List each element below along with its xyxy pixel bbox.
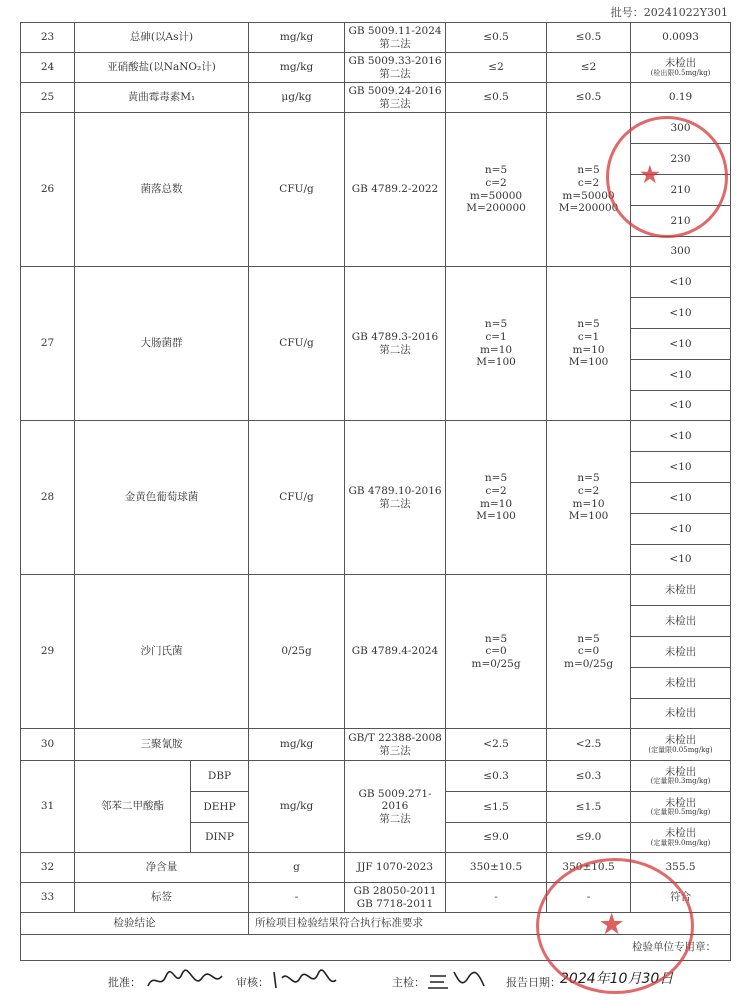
product-requirement: ≤1.5 xyxy=(547,792,631,823)
test-method: GB 5009.33-2016 第二法 xyxy=(345,53,446,83)
product-requirement: ≤0.3 xyxy=(547,761,631,792)
test-method: GB 4789.3-2016 第二法 xyxy=(345,267,446,421)
item-name: 净含量 xyxy=(75,853,249,883)
table-row xyxy=(21,729,731,761)
standard-requirement: ≤9.0 xyxy=(446,823,547,853)
reviewer-signature xyxy=(270,968,340,990)
result: 0.0093 xyxy=(631,23,731,53)
standard-requirement: ≤0.5 xyxy=(446,83,547,113)
item-name: 三聚氰胺 xyxy=(75,729,249,761)
result: 未检出 (检出限0.5mg/kg) xyxy=(631,53,731,83)
inspection-result-table xyxy=(20,22,731,961)
product-requirement: 350±10.5 xyxy=(547,853,631,883)
result: <10 xyxy=(631,452,731,483)
product-requirement: n=5 c=1 m=10 M=100 xyxy=(547,267,631,421)
item-name: 标签 xyxy=(75,883,249,913)
conclusion-label: 检验结论 xyxy=(21,913,249,935)
item-no: 23 xyxy=(21,23,75,53)
standard-requirement: ≤0.3 xyxy=(446,761,547,792)
approver-signature xyxy=(146,968,226,990)
result: 未检出 (定量限0.05mg/kg) xyxy=(631,729,731,761)
product-requirement: <2.5 xyxy=(547,729,631,761)
conclusion-row xyxy=(21,913,731,935)
item-no: 24 xyxy=(21,53,75,83)
item-no: 25 xyxy=(21,83,75,113)
seal-row xyxy=(21,935,731,961)
item-no: 30 xyxy=(21,729,75,761)
result: 未检出 (定量限0.5mg/kg) xyxy=(631,792,731,823)
result: 210 xyxy=(631,206,731,237)
result: 355.5 xyxy=(631,853,731,883)
table-row xyxy=(21,53,731,83)
result: <10 xyxy=(631,360,731,391)
table-row xyxy=(21,761,731,792)
unit: g xyxy=(249,853,345,883)
test-method: GB 4789.2-2022 xyxy=(345,113,446,267)
result: 未检出 xyxy=(631,575,731,606)
result: 未检出 (定量限0.3mg/kg) xyxy=(631,761,731,792)
result: 未检出 xyxy=(631,668,731,699)
main-inspector-signature xyxy=(428,968,488,990)
table-row xyxy=(21,575,731,606)
result: 300 xyxy=(631,113,731,144)
item-name: 大肠菌群 xyxy=(75,267,249,421)
signature-line xyxy=(20,966,730,996)
test-method: GB 4789.4-2024 xyxy=(345,575,446,729)
product-requirement: n=5 c=2 m=10 M=100 xyxy=(547,421,631,575)
unit: mg/kg xyxy=(249,729,345,761)
standard-requirement: n=5 c=2 m=50000 M=200000 xyxy=(446,113,547,267)
product-requirement: n=5 c=2 m=50000 M=200000 xyxy=(547,113,631,267)
report-date: 2024年10月30日 xyxy=(560,971,674,987)
table-row xyxy=(21,421,731,452)
result: <10 xyxy=(631,298,731,329)
unit: mg/kg xyxy=(249,761,345,853)
table-row xyxy=(21,853,731,883)
sub-item-name: DINP xyxy=(191,823,249,853)
report-date-label: 报告日期： xyxy=(506,976,561,989)
stamp-star-icon: ★ xyxy=(640,162,660,188)
result: <10 xyxy=(631,514,731,545)
result: 0.19 xyxy=(631,83,731,113)
main-inspector-label: 主检： xyxy=(392,976,425,989)
seal-label: 检验单位专用章： xyxy=(21,935,731,961)
standard-requirement: <2.5 xyxy=(446,729,547,761)
result: 未检出 xyxy=(631,606,731,637)
sub-item-name: DBP xyxy=(191,761,249,792)
result: <10 xyxy=(631,421,731,452)
item-no: 31 xyxy=(21,761,75,853)
table-row xyxy=(21,83,731,113)
test-method: GB 4789.10-2016 第二法 xyxy=(345,421,446,575)
stamp-star-icon: ★ xyxy=(600,910,624,940)
result: <10 xyxy=(631,329,731,360)
test-method: GB 5009.11-2024 第二法 xyxy=(345,23,446,53)
product-requirement: ≤9.0 xyxy=(547,823,631,853)
conclusion-text: 所检项目检验结果符合执行标准要求 xyxy=(249,913,731,935)
table-row xyxy=(21,113,731,144)
table-row xyxy=(21,23,731,53)
result: <10 xyxy=(631,545,731,575)
result: 未检出 (定量限9.0mg/kg) xyxy=(631,823,731,853)
result: 210 xyxy=(631,175,731,206)
standard-requirement: n=5 c=2 m=10 M=100 xyxy=(446,421,547,575)
standard-requirement: ≤2 xyxy=(446,53,547,83)
item-no: 32 xyxy=(21,853,75,883)
test-method: JJF 1070-2023 xyxy=(345,853,446,883)
unit: mg/kg xyxy=(249,53,345,83)
standard-requirement: ≤0.5 xyxy=(446,23,547,53)
review-label: 审核： xyxy=(236,976,269,989)
result: <10 xyxy=(631,391,731,421)
unit: CFU/g xyxy=(249,113,345,267)
item-name: 邻苯二甲酸酯 xyxy=(75,761,191,853)
item-name: 总砷(以As计) xyxy=(75,23,249,53)
result: <10 xyxy=(631,267,731,298)
product-requirement: ≤0.5 xyxy=(547,83,631,113)
unit: 0/25g xyxy=(249,575,345,729)
product-requirement: ≤2 xyxy=(547,53,631,83)
item-name: 黄曲霉毒素M₁ xyxy=(75,83,249,113)
item-no: 33 xyxy=(21,883,75,913)
item-name: 亚硝酸盐(以NaNO₂计) xyxy=(75,53,249,83)
standard-requirement: 350±10.5 xyxy=(446,853,547,883)
product-requirement: ≤0.5 xyxy=(547,23,631,53)
standard-requirement: ≤1.5 xyxy=(446,792,547,823)
item-name: 沙门氏菌 xyxy=(75,575,249,729)
item-no: 27 xyxy=(21,267,75,421)
test-method: GB/T 22388-2008 第三法 xyxy=(345,729,446,761)
item-no: 29 xyxy=(21,575,75,729)
unit: CFU/g xyxy=(249,267,345,421)
product-requirement: - xyxy=(547,883,631,913)
unit: - xyxy=(249,883,345,913)
item-name: 金黄色葡萄球菌 xyxy=(75,421,249,575)
batch-number: 批号：20241022Y301 xyxy=(610,6,728,19)
result: 230 xyxy=(631,144,731,175)
table-row xyxy=(21,267,731,298)
unit: μg/kg xyxy=(249,83,345,113)
sub-item-name: DEHP xyxy=(191,792,249,823)
result: <10 xyxy=(631,483,731,514)
standard-requirement: n=5 c=1 m=10 M=100 xyxy=(446,267,547,421)
unit: CFU/g xyxy=(249,421,345,575)
item-name: 菌落总数 xyxy=(75,113,249,267)
standard-requirement: n=5 c=0 m=0/25g xyxy=(446,575,547,729)
approve-label: 批准： xyxy=(108,976,141,989)
result: 符合 xyxy=(631,883,731,913)
product-requirement: n=5 c=0 m=0/25g xyxy=(547,575,631,729)
result: 300 xyxy=(631,237,731,267)
standard-requirement: - xyxy=(446,883,547,913)
test-method: GB 5009.24-2016 第三法 xyxy=(345,83,446,113)
item-no: 26 xyxy=(21,113,75,267)
test-method: GB 5009.271-2016 第二法 xyxy=(345,761,446,853)
result: 未检出 xyxy=(631,637,731,668)
test-method: GB 28050-2011 GB 7718-2011 xyxy=(345,883,446,913)
item-no: 28 xyxy=(21,421,75,575)
table-row xyxy=(21,883,731,913)
unit: mg/kg xyxy=(249,23,345,53)
result: 未检出 xyxy=(631,699,731,729)
